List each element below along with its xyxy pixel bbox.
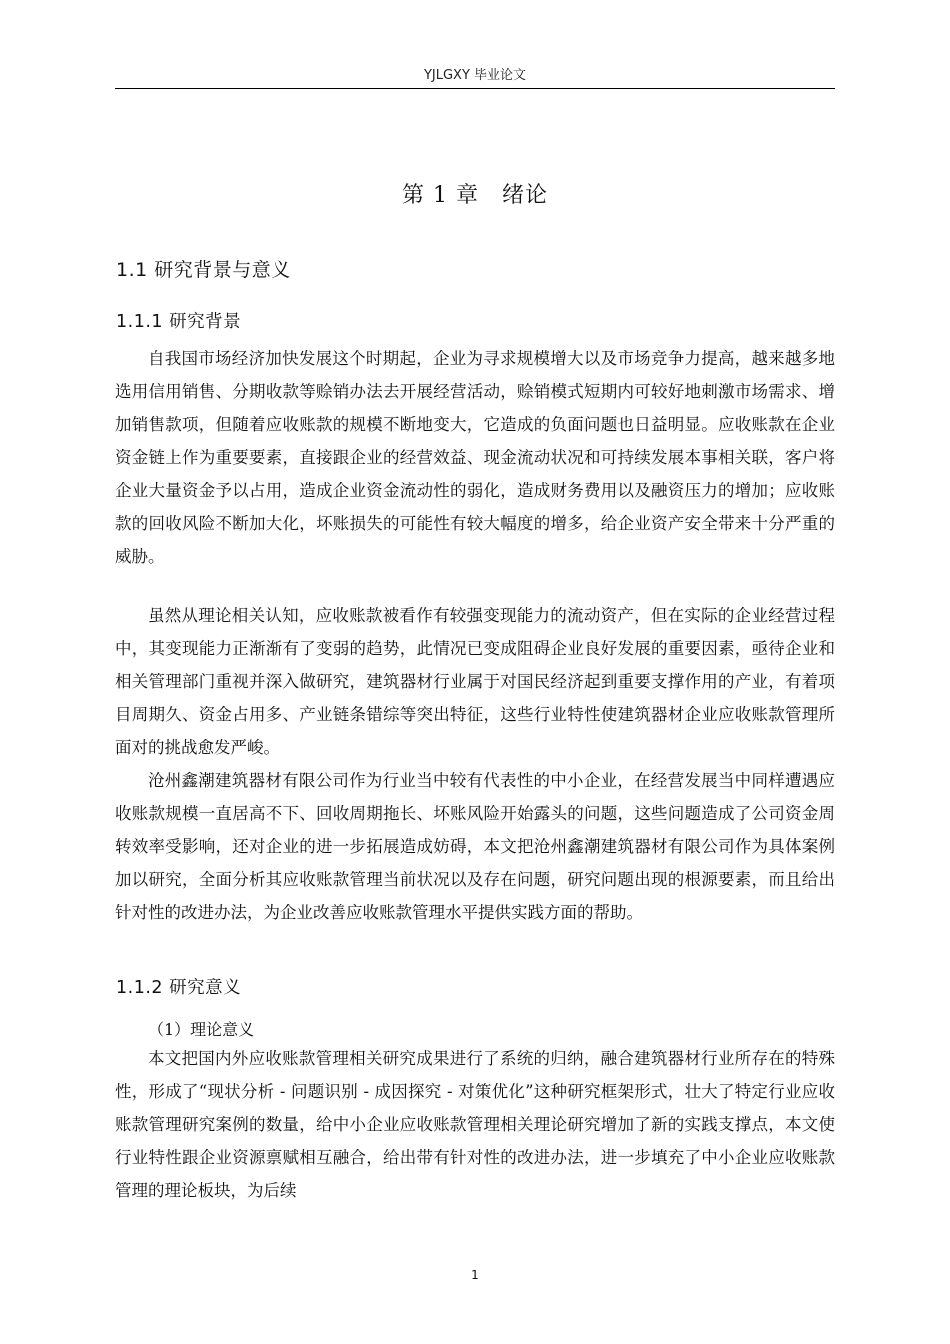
page-number: 1	[471, 1268, 479, 1282]
section-heading-1-1-1: 1.1.1 研究背景	[116, 312, 242, 332]
section-heading-1-1: 1.1 研究背景与意义	[116, 259, 291, 281]
paragraph-background-1: 自我国市场经济加快发展这个时期起，企业为寻求规模增大以及市场竞争力提高，越来越多地选用信用销售、分期收款等赊销办法去开展经营活动，赊销模式短期内可较好地刺激市场需求、增加销售款项，但随着应收账款的规模不断地变大，它造成的负面问题也日益明显。应收账款在企业资金链上作为重要要素，直接跟企业的经营效益、现金流动状况和可持续发展本事相关联，客户将企业大量资金予以占用，造成企业资金流动性的弱化，造成财务费用以及融资压力的增加；应收账款的回收风险不断加大化，坏账损失的可能性有较大幅度的增多，给企业资产安全带来十分严重的威胁。	[115, 349, 835, 566]
paragraph-significance: 本文把国内外应收账款管理相关研究成果进行了系统的归纳，融合建筑器材行业所存在的特殊性，形成了“现状分析 - 问题识别 - 成因探究 - 对策优化”这种研究框架形式，壮大了特定行业应收账款管理研究案例的数量，给中小企业应收账款管理相关理论研究增加了新的实践支撑点，本文使行业特性跟企业资源禀赋相互融合，给出带有针对性的改进办法，进一步填充了中小企业应收账款管理的理论板块，为后续	[115, 1049, 835, 1200]
running-header: YJLGXY 毕业论文	[423, 68, 527, 83]
header-divider	[115, 88, 835, 89]
paragraph-background-3: 沧州鑫潮建筑器材有限公司作为行业当中较有代表性的中小企业，在经营发展当中同样遭遇应收账款规模一直居高不下、回收周期拖长、坏账风险开始露头的问题，这些问题造成了公司资金周转效率受影响，还对企业的进一步拓展造成妨碍，本文把沧州鑫潮建筑器材有限公司作为具体案例加以研究，全面分析其应收账款管理当前状况以及存在问题，研究问题出现的根源要素，而且给出针对性的改进办法，为企业改善应收账款管理水平提供实践方面的帮助。	[115, 771, 835, 922]
subsection-label-theory: （1）理论意义	[148, 1020, 255, 1039]
section-heading-1-1-2: 1.1.2 研究意义	[116, 978, 242, 998]
paragraph-background-2: 虽然从理论相关认知，应收账款被看作有较强变现能力的流动资产，但在实际的企业经营过程中，其变现能力正渐渐有了变弱的趋势，此情况已变成阻碍企业良好发展的重要因素，亟待企业和相关管理部门重视并深入做研究，建筑器材行业属于对国民经济起到重要支撑作用的产业，有着项目周期久、资金占用多、产业链条错综等突出特征，这些行业特性使建筑器材企业应收账款管理所面对的挑战愈发严峻。	[115, 606, 835, 757]
chapter-title: 第 1 章 绪论	[402, 183, 548, 208]
